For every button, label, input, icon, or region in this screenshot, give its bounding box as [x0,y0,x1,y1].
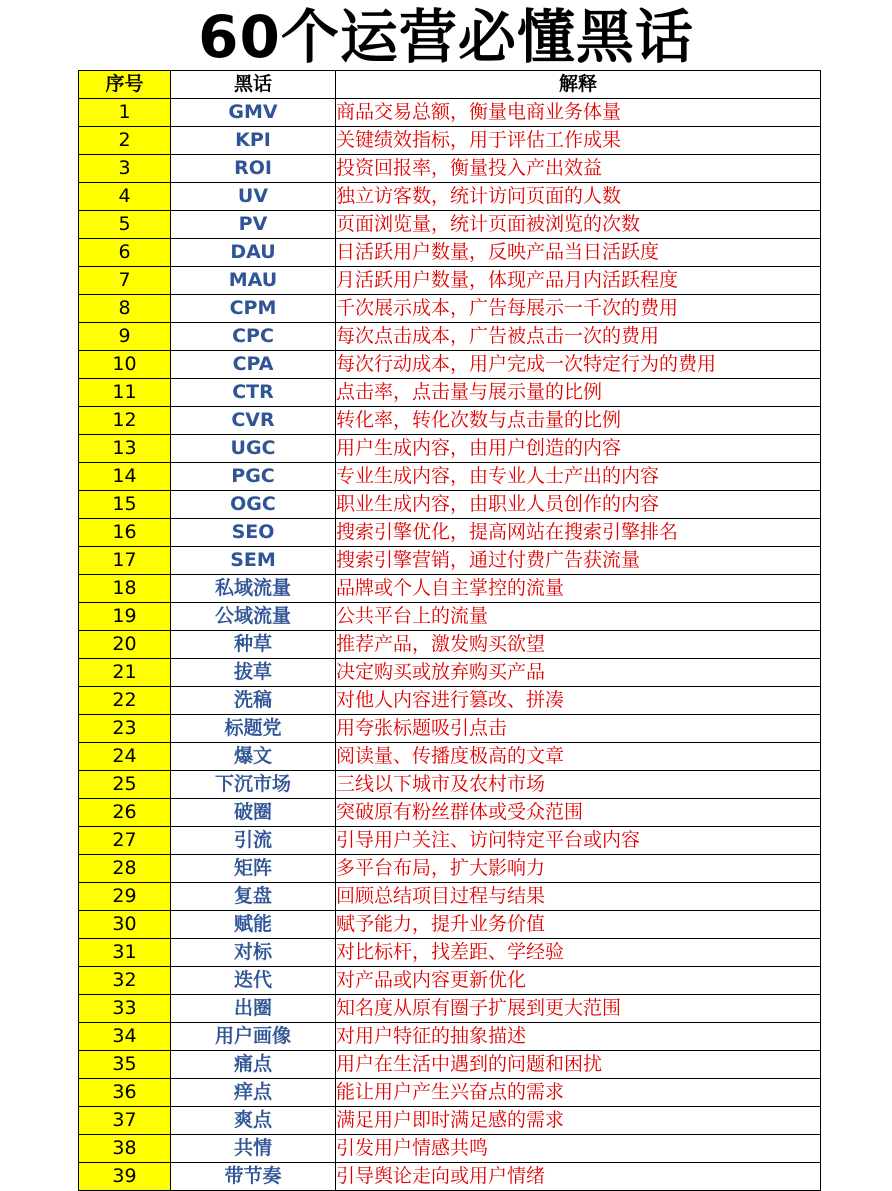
row-seq-cell: 33 [79,995,171,1023]
row-seq-cell: 31 [79,939,171,967]
row-term-cell: 下沉市场 [171,771,336,799]
row-desc-cell: 转化率，转化次数与点击量的比例 [336,407,821,435]
table-row [79,435,821,463]
row-seq-cell: 9 [79,323,171,351]
row-seq-cell: 28 [79,855,171,883]
table-row [79,1051,821,1079]
row-term-cell: 破圈 [171,799,336,827]
row-desc-cell: 月活跃用户数量，体现产品月内活跃程度 [336,267,821,295]
row-desc-cell: 决定购买或放弃购买产品 [336,659,821,687]
row-desc-cell: 对产品或内容更新优化 [336,967,821,995]
table-row [79,127,821,155]
row-seq-cell: 17 [79,547,171,575]
row-term-cell: CTR [171,379,336,407]
table-row [79,183,821,211]
row-seq-cell: 6 [79,239,171,267]
row-term-cell: PV [171,211,336,239]
row-seq-cell: 38 [79,1135,171,1163]
row-desc-cell: 阅读量、传播度极高的文章 [336,743,821,771]
row-term-cell: 痛点 [171,1051,336,1079]
row-seq-cell: 25 [79,771,171,799]
row-term-cell: UV [171,183,336,211]
row-seq-cell: 37 [79,1107,171,1135]
row-term-cell: OGC [171,491,336,519]
table-row [79,1163,821,1191]
table-row [79,603,821,631]
row-term-cell: 拔草 [171,659,336,687]
row-desc-cell: 日活跃用户数量，反映产品当日活跃度 [336,239,821,267]
row-desc-cell: 对比标杆，找差距、学经验 [336,939,821,967]
row-term-cell: 爽点 [171,1107,336,1135]
row-term-cell: 赋能 [171,911,336,939]
row-term-cell: 洗稿 [171,687,336,715]
row-term-cell: ROI [171,155,336,183]
row-term-cell: 矩阵 [171,855,336,883]
row-term-cell: GMV [171,99,336,127]
row-term-cell: MAU [171,267,336,295]
row-desc-cell: 商品交易总额，衡量电商业务体量 [336,99,821,127]
row-desc-cell: 搜索引擎营销，通过付费广告获流量 [336,547,821,575]
row-desc-cell: 职业生成内容，由职业人员创作的内容 [336,491,821,519]
row-desc-cell: 引导用户关注、访问特定平台或内容 [336,827,821,855]
row-seq-cell: 35 [79,1051,171,1079]
jargon-table [78,70,821,1191]
table-row [79,799,821,827]
row-seq-cell: 26 [79,799,171,827]
row-seq-cell: 34 [79,1023,171,1051]
row-seq-cell: 23 [79,715,171,743]
row-term-cell: CVR [171,407,336,435]
table-row [79,659,821,687]
row-term-cell: 爆文 [171,743,336,771]
row-term-cell: SEO [171,519,336,547]
row-desc-cell: 独立访客数，统计访问页面的人数 [336,183,821,211]
table-row [79,1079,821,1107]
row-term-cell: 痒点 [171,1079,336,1107]
row-term-cell: SEM [171,547,336,575]
row-seq-cell: 13 [79,435,171,463]
table-row [79,99,821,127]
header-seq: 序号 [79,71,171,99]
table-row [79,743,821,771]
table-row [79,855,821,883]
row-seq-cell: 18 [79,575,171,603]
row-term-cell: 共情 [171,1135,336,1163]
row-seq-cell: 5 [79,211,171,239]
row-seq-cell: 21 [79,659,171,687]
row-desc-cell: 能让用户产生兴奋点的需求 [336,1079,821,1107]
row-desc-cell: 公共平台上的流量 [336,603,821,631]
table-row [79,631,821,659]
row-seq-cell: 32 [79,967,171,995]
row-seq-cell: 30 [79,911,171,939]
table-row [79,323,821,351]
row-desc-cell: 用户在生活中遇到的问题和困扰 [336,1051,821,1079]
table-row [79,771,821,799]
row-term-cell: 迭代 [171,967,336,995]
row-term-cell: 公域流量 [171,603,336,631]
row-term-cell: KPI [171,127,336,155]
row-seq-cell: 2 [79,127,171,155]
header-row [79,71,821,99]
table-row [79,547,821,575]
header-term: 黑话 [171,71,336,99]
row-term-cell: 带节奏 [171,1163,336,1191]
row-desc-cell: 关键绩效指标，用于评估工作成果 [336,127,821,155]
table-row [79,1023,821,1051]
row-seq-cell: 3 [79,155,171,183]
table-row [79,295,821,323]
table-row [79,995,821,1023]
row-desc-cell: 赋予能力，提升业务价值 [336,911,821,939]
row-desc-cell: 页面浏览量，统计页面被浏览的次数 [336,211,821,239]
row-desc-cell: 用夸张标题吸引点击 [336,715,821,743]
table-row [79,519,821,547]
table-row [79,239,821,267]
row-desc-cell: 满足用户即时满足感的需求 [336,1107,821,1135]
table-row [79,1135,821,1163]
row-desc-cell: 千次展示成本，广告每展示一千次的费用 [336,295,821,323]
table-row [79,463,821,491]
table-row [79,967,821,995]
row-seq-cell: 16 [79,519,171,547]
row-desc-cell: 引导舆论走向或用户情绪 [336,1163,821,1191]
table-row [79,883,821,911]
table-row [79,575,821,603]
row-desc-cell: 点击率，点击量与展示量的比例 [336,379,821,407]
row-seq-cell: 14 [79,463,171,491]
row-desc-cell: 搜索引擎优化，提高网站在搜索引擎排名 [336,519,821,547]
row-term-cell: 用户画像 [171,1023,336,1051]
row-seq-cell: 36 [79,1079,171,1107]
table-row [79,939,821,967]
row-seq-cell: 1 [79,99,171,127]
row-desc-cell: 引发用户情感共鸣 [336,1135,821,1163]
row-seq-cell: 15 [79,491,171,519]
row-seq-cell: 19 [79,603,171,631]
row-desc-cell: 突破原有粉丝群体或受众范围 [336,799,821,827]
row-term-cell: CPM [171,295,336,323]
row-term-cell: 对标 [171,939,336,967]
row-seq-cell: 12 [79,407,171,435]
row-term-cell: 私域流量 [171,575,336,603]
table-row [79,911,821,939]
row-term-cell: 复盘 [171,883,336,911]
row-desc-cell: 对他人内容进行篡改、拼凑 [336,687,821,715]
row-desc-cell: 多平台布局，扩大影响力 [336,855,821,883]
row-desc-cell: 三线以下城市及农村市场 [336,771,821,799]
row-term-cell: 标题党 [171,715,336,743]
row-term-cell: 种草 [171,631,336,659]
row-desc-cell: 知名度从原有圈子扩展到更大范围 [336,995,821,1023]
table-row [79,351,821,379]
row-seq-cell: 29 [79,883,171,911]
row-seq-cell: 24 [79,743,171,771]
table-row [79,267,821,295]
table-row [79,687,821,715]
row-desc-cell: 投资回报率，衡量投入产出效益 [336,155,821,183]
page-title: 60个运营必懂黑话 [198,3,694,71]
row-term-cell: 出圈 [171,995,336,1023]
table-row [79,491,821,519]
row-seq-cell: 8 [79,295,171,323]
row-desc-cell: 品牌或个人自主掌控的流量 [336,575,821,603]
table-row [79,379,821,407]
row-term-cell: DAU [171,239,336,267]
row-desc-cell: 每次行动成本，用户完成一次特定行为的费用 [336,351,821,379]
row-seq-cell: 10 [79,351,171,379]
row-term-cell: UGC [171,435,336,463]
row-desc-cell: 推荐产品，激发购买欲望 [336,631,821,659]
row-term-cell: CPC [171,323,336,351]
table-row [79,155,821,183]
row-seq-cell: 11 [79,379,171,407]
row-desc-cell: 回顾总结项目过程与结果 [336,883,821,911]
row-seq-cell: 4 [79,183,171,211]
table-row [79,407,821,435]
row-desc-cell: 每次点击成本，广告被点击一次的费用 [336,323,821,351]
row-seq-cell: 39 [79,1163,171,1191]
row-term-cell: 引流 [171,827,336,855]
row-term-cell: CPA [171,351,336,379]
table-row [79,827,821,855]
table-row [79,715,821,743]
row-seq-cell: 27 [79,827,171,855]
header-desc: 解释 [336,71,821,99]
row-term-cell: PGC [171,463,336,491]
table-row [79,1107,821,1135]
row-seq-cell: 7 [79,267,171,295]
row-desc-cell: 用户生成内容，由用户创造的内容 [336,435,821,463]
row-seq-cell: 22 [79,687,171,715]
row-seq-cell: 20 [79,631,171,659]
row-desc-cell: 对用户特征的抽象描述 [336,1023,821,1051]
table-row [79,211,821,239]
row-desc-cell: 专业生成内容，由专业人士产出的内容 [336,463,821,491]
